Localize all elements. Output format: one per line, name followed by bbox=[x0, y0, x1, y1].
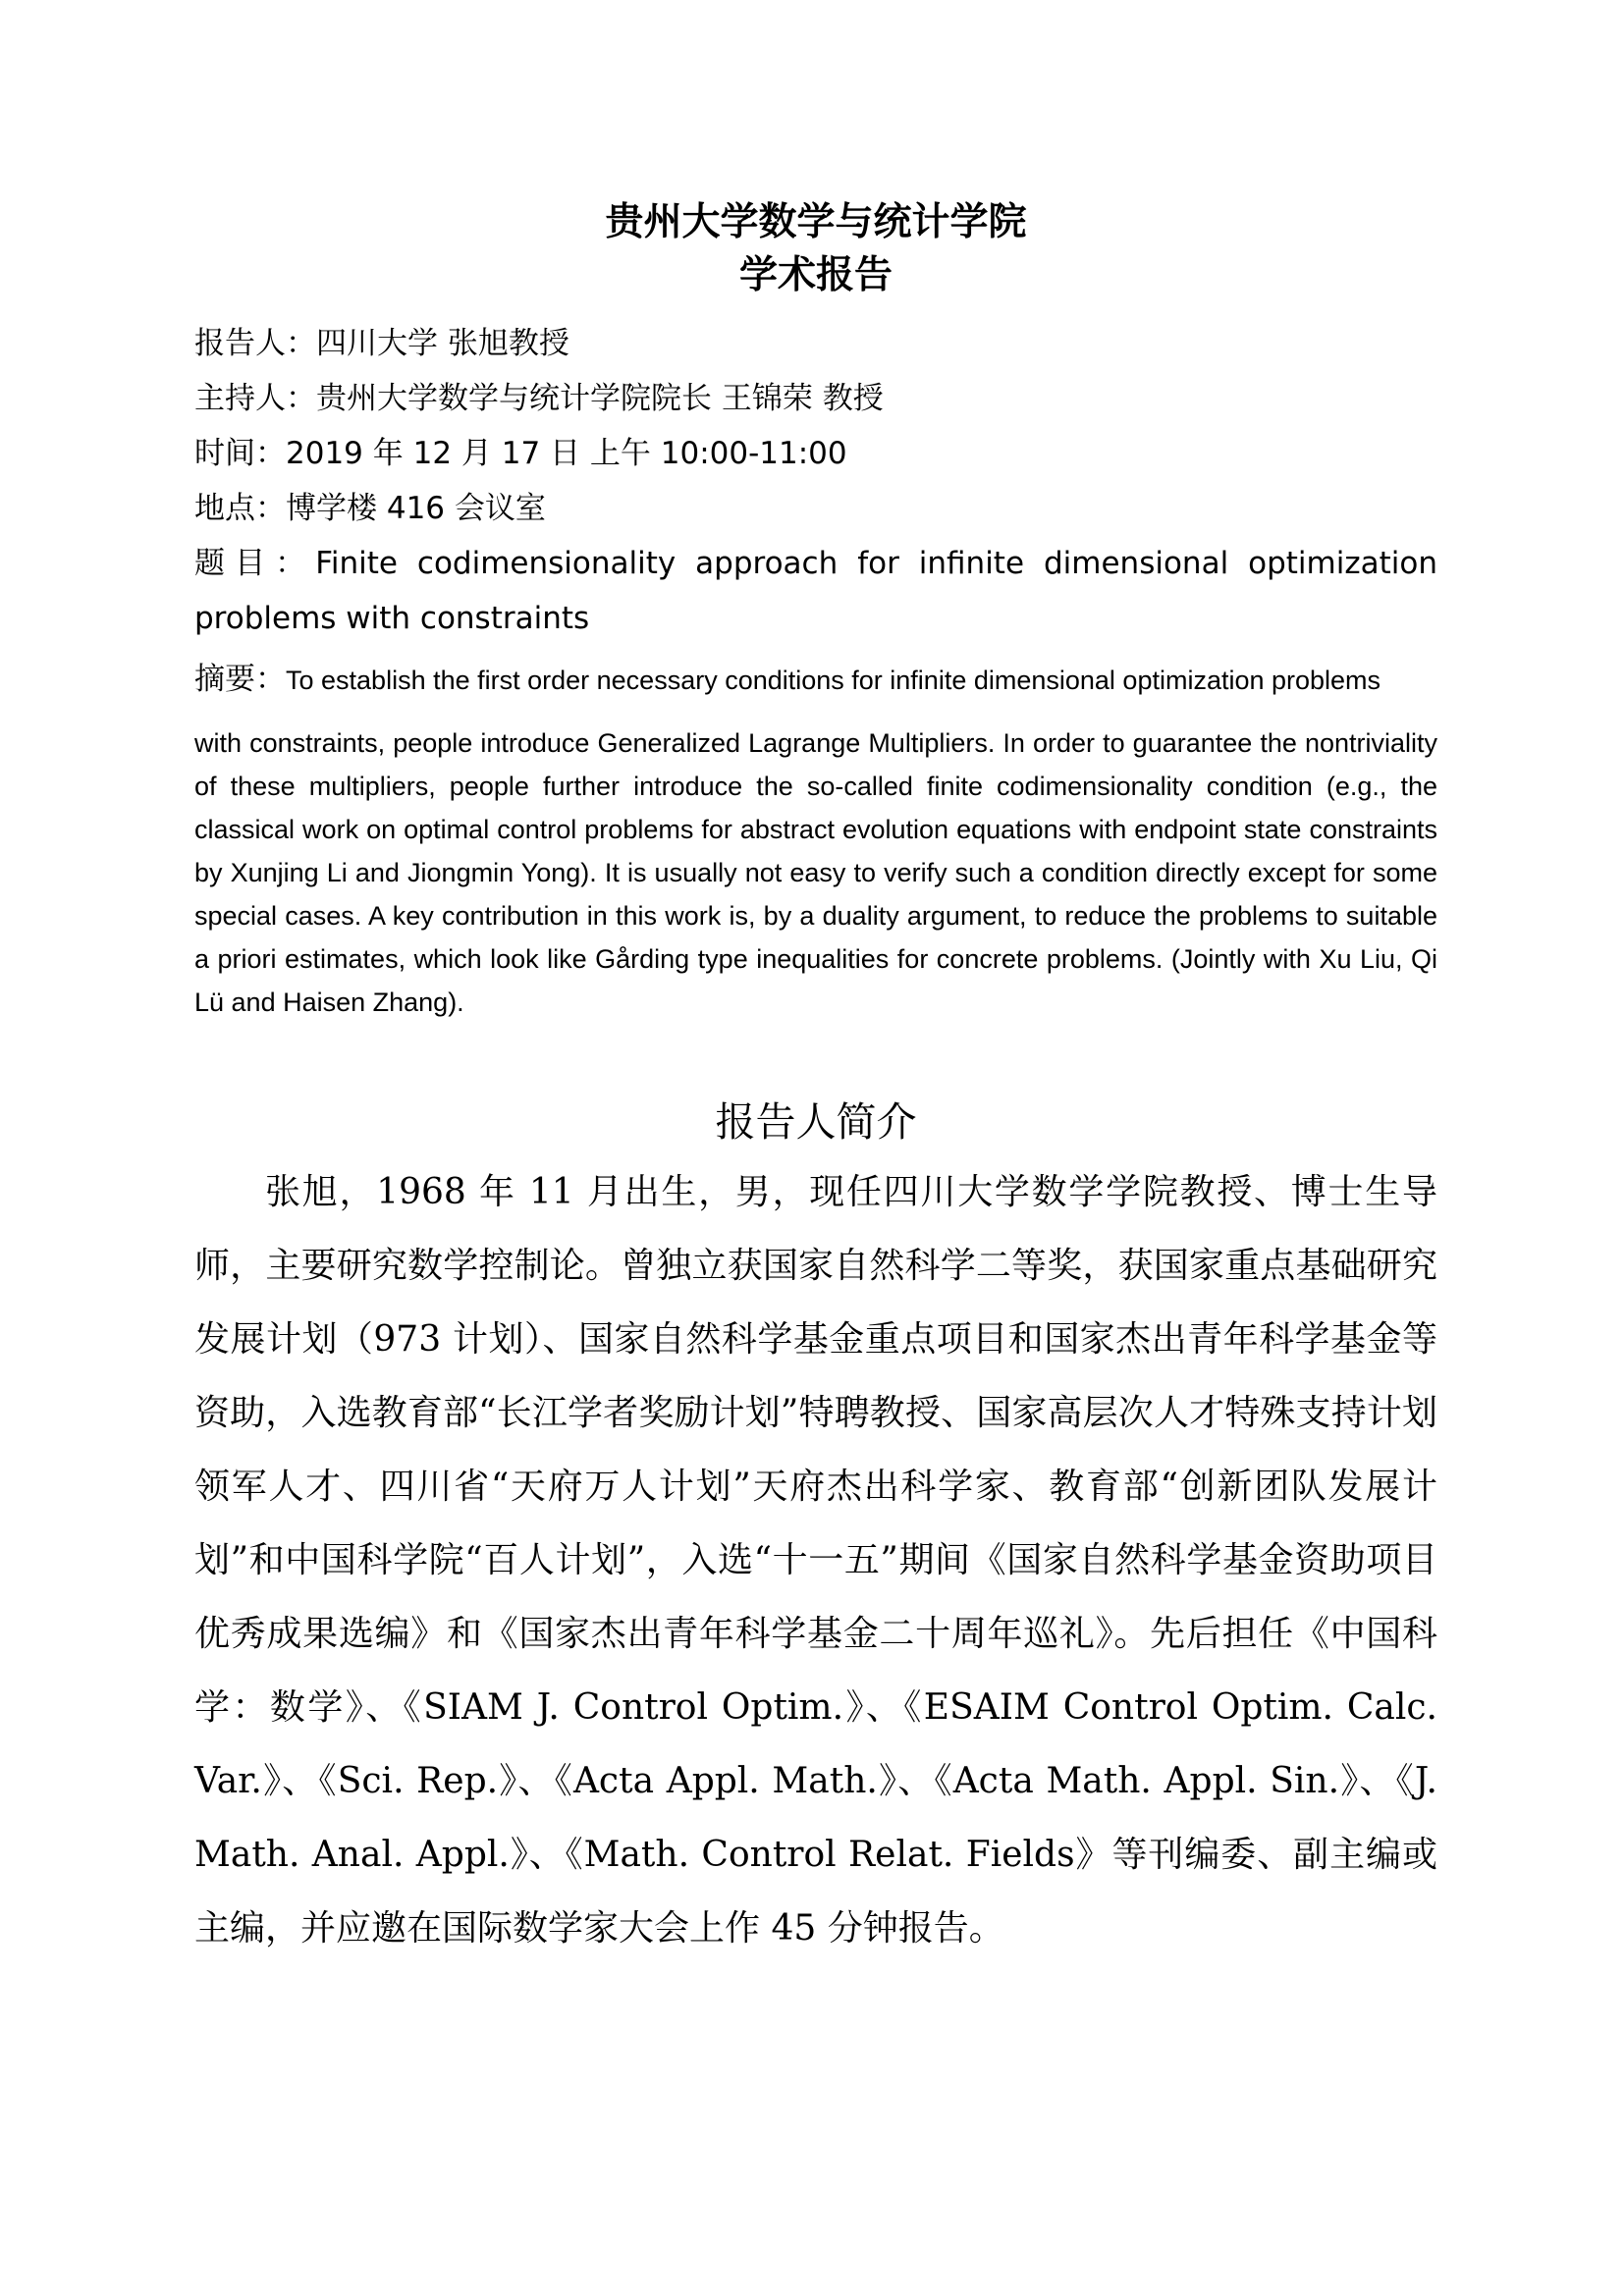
document-subtitle: 学术报告 bbox=[738, 253, 893, 297]
bio-section-title: 报告人简介 bbox=[715, 1098, 917, 1146]
document-title: 贵州大学数学与统计学院 bbox=[605, 200, 1027, 244]
abstract-body: with constraints, people introduce Generalized Lagrange Multipliers. In order to guarantee the nontriviality of these multipliers, people further introduce the so-called finite codimensionality condition (e.g., the classical work on optimal control problems for abstract evolution equations with endpoint state constraints by Xunjing Li and Jiongmin Yong). It is usually not easy to verify such a condition directly except for some special cases. A key contribution in this work is, by a duality argument, to reduce the problems to suitable a priori estimates, which look like Gårding type inequalities for concrete problems. (Jointly with Xu Liu, Qi Lü and Haisen Zhang). bbox=[194, 728, 1437, 1017]
speaker-line: 报告人：四川大学 张旭教授 bbox=[194, 326, 569, 361]
topic-line: 题目：Finite codimensionality approach for infinite dimensional optimization problems with constraints bbox=[194, 546, 1437, 636]
abstract-paragraph bbox=[194, 658, 1437, 1024]
document-page bbox=[194, 196, 1437, 1965]
abstract-first-line bbox=[194, 658, 1437, 702]
place-line: 地点：博学楼 416 会议室 bbox=[194, 491, 546, 526]
abstract-first-text: To establish the first order necessary conditions for infinite dimensional optimization problems bbox=[286, 666, 1381, 695]
bio-paragraph: 张旭，1968 年 11 月出生，男，现任四川大学数学学院教授、博士生导师，主要研究数学控制论。曾独立获国家自然科学二等奖，获国家重点基础研究发展计划（973 计划）、国家自然科学基金重点项目和国家杰出青年科学基金等资助，入选教育部“长江学者奖励计划”特聘教授、国家高层次人才特殊支持计划领军人才、四川省“天府万人计划”天府杰出科学家、教育部“创新团队发展计划”和中国科学院“百人计划”，入选“十一五”期间《国家自然科学基金资助项目优秀成果选编》和《国家杰出青年科学基金二十周年巡礼》。先后担任《中国科学：数学》、《SIAM J. Control Optim.》、《ESAIM Control Optim. Calc. Var.》、《Sci. Rep.》、《Acta Appl. Math.》、《Acta Math. Appl. Sin.》、《J. Math. Anal. Appl.》、《Math. Control Relat. Fields》等刊编委、副主编或主编，并应邀在国际数学家大会上作 45 分钟报告。 bbox=[194, 1172, 1437, 1949]
abstract-label: 摘要： bbox=[194, 662, 286, 697]
time-line: 时间：2019 年 12 月 17 日 上午 10:00-11:00 bbox=[194, 436, 847, 471]
host-line: 主持人：贵州大学数学与统计学院院长 王锦荣 教授 bbox=[194, 381, 884, 416]
info-block bbox=[194, 316, 1437, 646]
